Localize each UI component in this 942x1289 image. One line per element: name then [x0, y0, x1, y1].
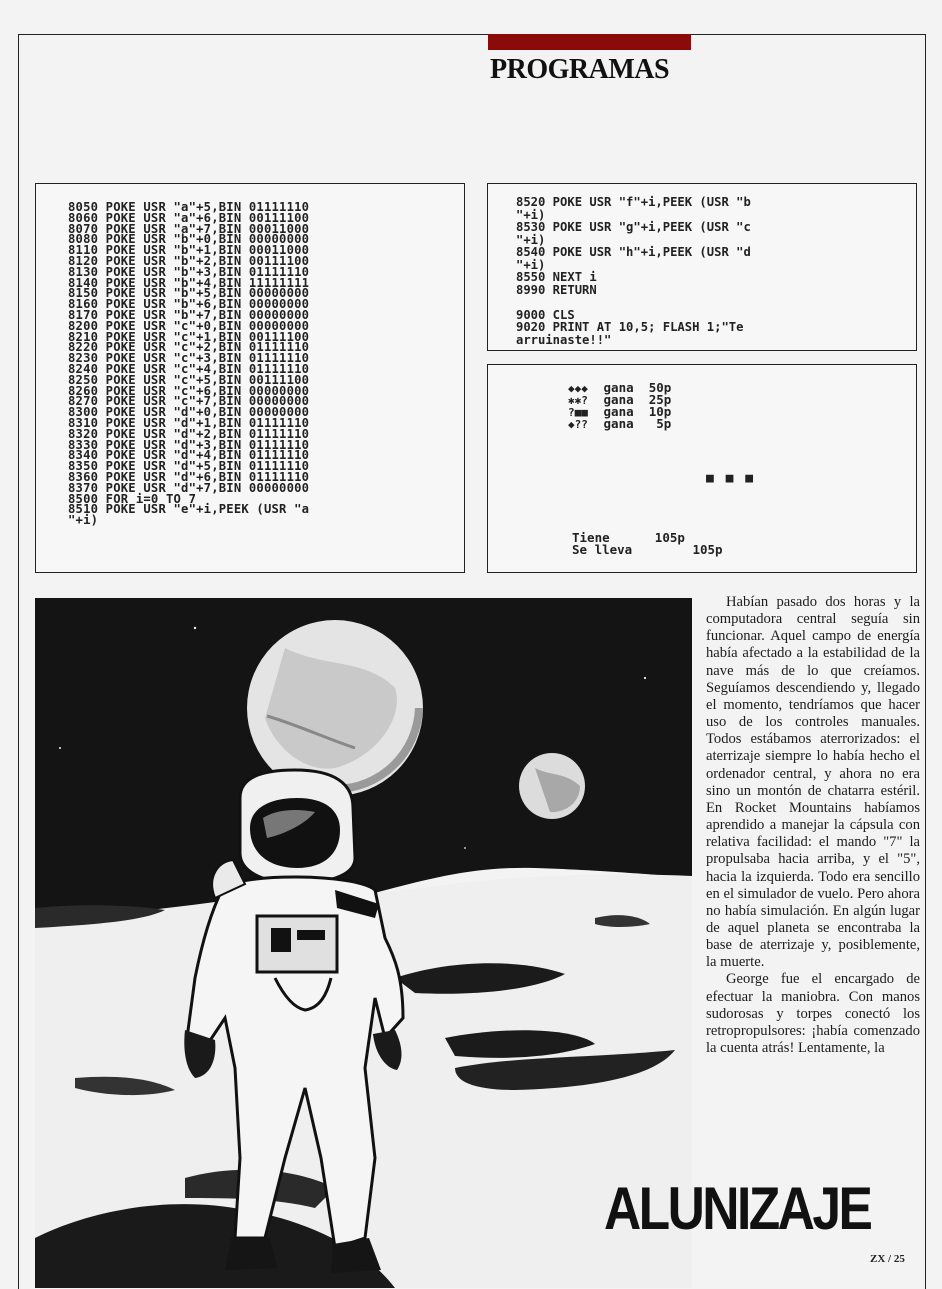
take-label: Se lleva: [572, 542, 633, 557]
balance-label: Tiene: [572, 530, 610, 545]
program-listing-left: [35, 183, 465, 573]
article-paragraph: George fue el encargado de efectuar la maniobra. Con manos sudorosas y torpes conectó los retropropulsores: ¡había comenzado la cuenta atrás! Lentamente, la: [706, 971, 920, 1057]
section-title: PROGRAMAS: [490, 54, 670, 85]
prize-amount: 25p: [648, 392, 672, 407]
prize-amount: 50p: [648, 380, 672, 395]
prize-symbols: ◆??: [568, 418, 588, 431]
page-folio: ZX / 25: [870, 1253, 905, 1265]
section-color-bar: [488, 34, 691, 50]
prize-symbols: ?■■: [568, 406, 588, 419]
prize-amount: 10p: [648, 404, 672, 419]
game-screen: [487, 364, 917, 573]
astronaut-illustration: [35, 598, 692, 1288]
article-body: [706, 594, 920, 1057]
take-row: [572, 544, 723, 556]
prize-label: gana: [603, 380, 634, 395]
prize-symbols: ◆◆◆: [568, 382, 588, 395]
article-paragraph: Habían pasado dos horas y la computadora central seguía sin funcionar. Aquel campo de energía había afectado a la estabilidad de la nave más de lo que creíamos. Seguíamos descendiendo y, llegado el momento, tendríamos que hacer uso de los controles manuales. Todos estábamos aterrorizados: el aterrizaje siempre lo había hecho el ordenador central, y ahora no era sino un montón de chatarra estéril. En Rocket Mountains habíamos aprendido a manejar la cápsula con relativa facilidad: el mando "7" la propulsaba hacia arriba, y el "5", hacia la izquierda. Todo era sencillo en el simulador de vuelo. Pero ahora no había simulación. En algún lugar de aquel planeta se encontraba la base de aterrizaje y, posiblemente, la muerte.: [706, 594, 920, 971]
prize-label: gana: [603, 404, 634, 419]
code-listing-left: 8050 POKE USR "a"+5,BIN 01111110 8060 POKE USR "a"+6,BIN 00111100 8070 POKE USR "a"+7,BIN 00011000 8080 POKE USR "b"+0,BIN 00000000 8110 POKE USR "b"+1,BIN 00011000 8120 POKE USR "b"+2,BIN 00111100 8130 POKE USR "b"+3,BIN 01111110 8140 POKE USR "b"+4,BIN 11111111 8150 POKE USR "b"+5,BIN 00000000 8160 POKE USR "b"+6,BIN 00000000 8170 POKE USR "b"+7,BIN 00000000 8200 POKE USR "c"+0,BIN 00000000 8210 POKE USR "c"+1,BIN 00111100 8220 POKE USR "c"+2,BIN 01111110 8230 POKE USR "c"+3,BIN 01111110 8240 POKE USR "c"+4,BIN 01111110 8250 POKE USR "c"+5,BIN 00111100 8260 POKE USR "c"+6,BIN 00000000 8270 POKE USR "c"+7,BIN 00000000 8300 POKE USR "d"+0,BIN 00000000 8310 POKE USR "d"+1,BIN 01111110 8320 POKE USR "d"+2,BIN 01111110 8330 POKE USR "d"+3,BIN 01111110 8340 POKE USR "d"+4,BIN 01111110 8350 POKE USR "d"+5,BIN 01111110 8360 POKE USR "d"+6,BIN 01111110 8370 POKE USR "d"+7,BIN 00000000 8500 FOR i=0 TO 7 8510 POKE USR "e"+i,PEEK (USR "a "+i): [68, 200, 310, 528]
article-headline: ALUNIZAJE: [604, 1175, 871, 1242]
take-value: 105p: [692, 542, 723, 557]
code-listing-right: 8520 POKE USR "f"+i,PEEK (USR "b "+i) 8530 POKE USR "g"+i,PEEK (USR "c "+i) 8540 POKE USR "h"+i,PEEK (USR "d "+i) 8550 NEXT i 8990 RETURN 9000 CLS 9020 PRINT AT 10,5; FLASH 1;"Te arruinaste!!": [516, 195, 751, 347]
slot-reels: ■ ■ ■: [706, 471, 756, 486]
prize-label: gana: [603, 416, 634, 431]
prize-row: [568, 418, 671, 431]
balance-value: 105p: [654, 530, 685, 545]
program-listing-right: [487, 183, 917, 351]
prize-label: gana: [603, 392, 634, 407]
prize-symbols: ✱✱?: [568, 394, 588, 407]
prize-amount: 5p: [648, 416, 672, 431]
